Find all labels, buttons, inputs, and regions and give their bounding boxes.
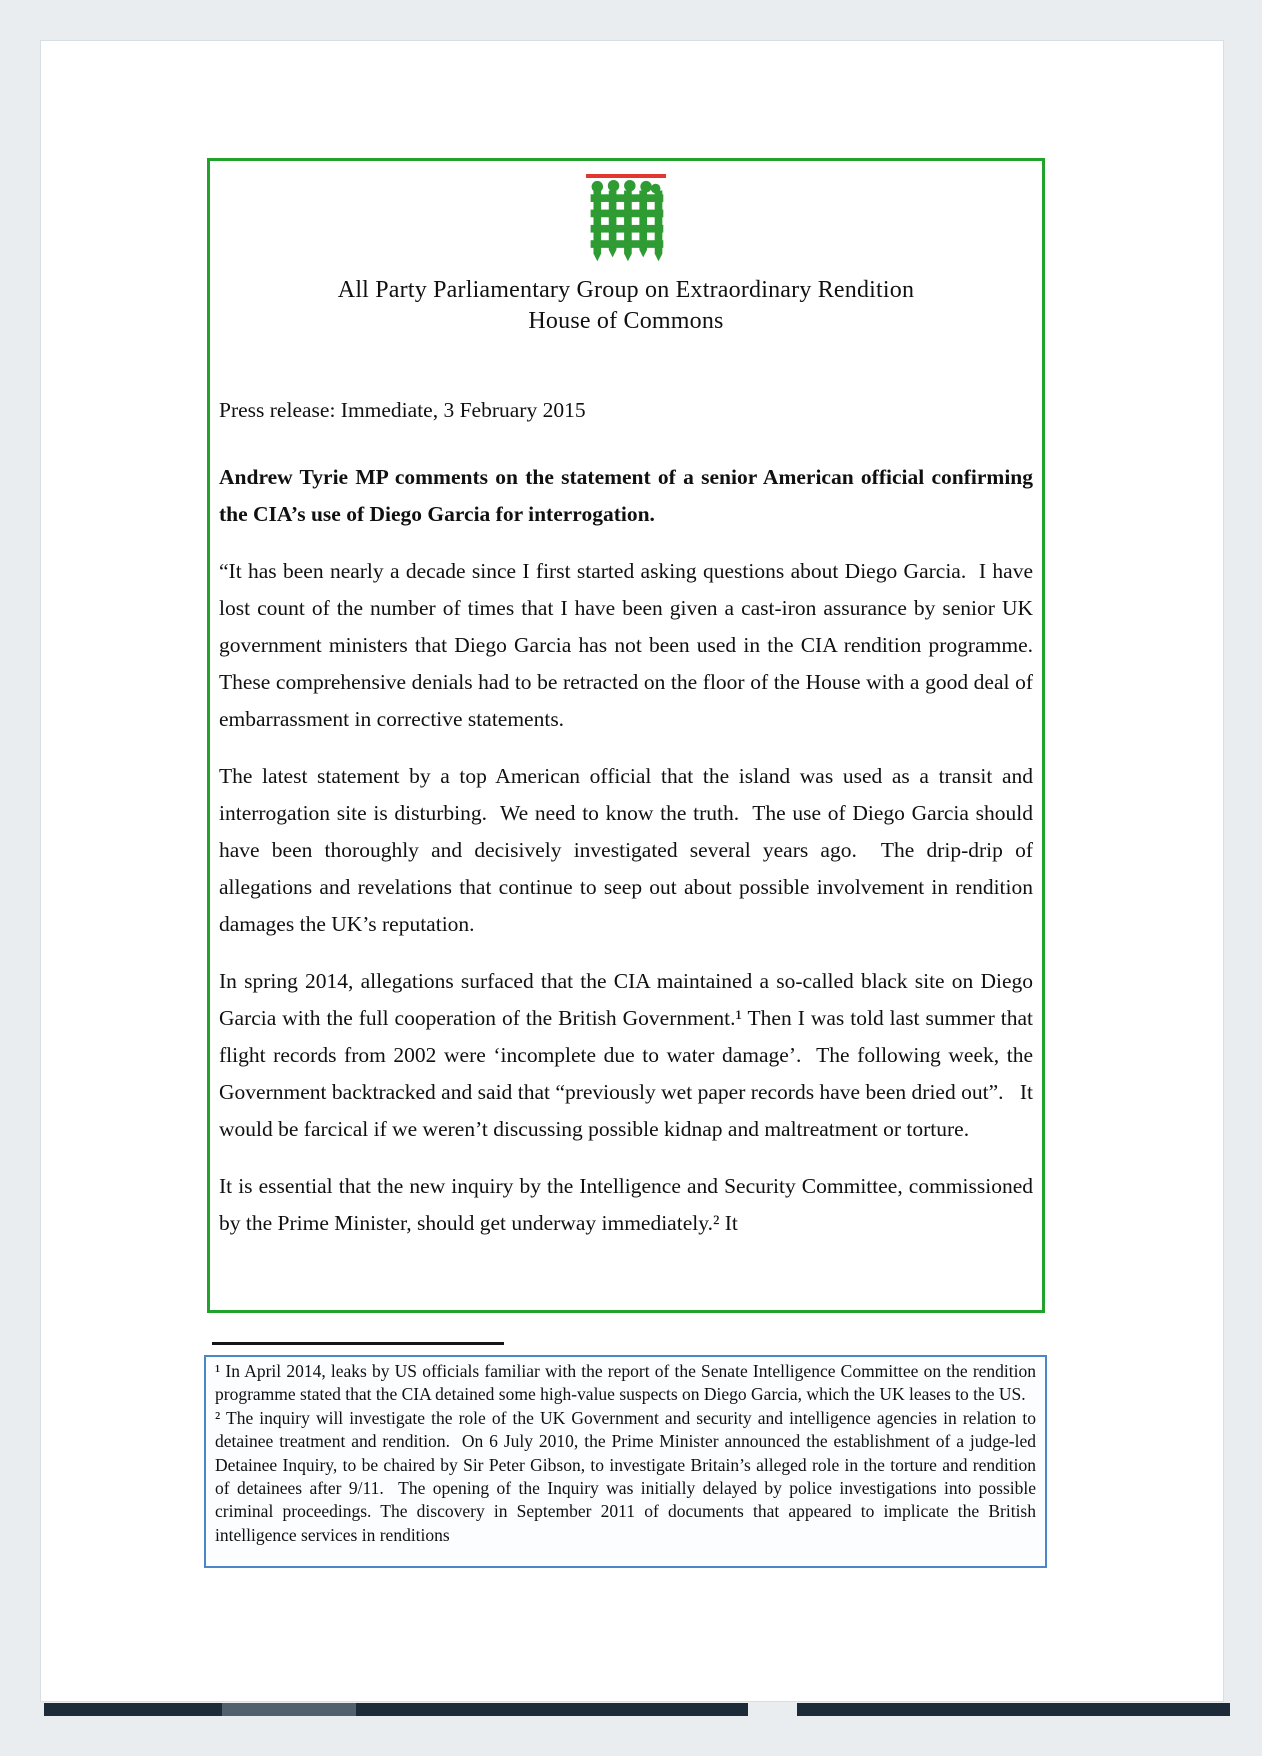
organisation-title-line2: House of Commons	[528, 308, 724, 334]
bottom-bar-highlight	[222, 1703, 356, 1716]
press-release-dateline: Press release: Immediate, 3 February 2015	[219, 398, 586, 422]
bottom-bar-right	[797, 1703, 1230, 1716]
body-paragraph: The latest statement by a top American official that the island was used as a transit and interrogation site is disturbing. We need to know the truth. The use of Diego Garcia should have been thoroughly and decisively investigated several years ago. The drip-drip of allegations and revelations that continue to seep out about possible involvement in rendition damages the UK’s reputation.	[219, 764, 1039, 936]
footnote-item: ² The inquiry will investigate the role of the UK Government and security and intelligence agencies in relation to detainee treatment and rendition. On 6 July 2010, the Prime Minister announced the establishment of a judge-led Detainee Inquiry, to be chaired by Sir Peter Gibson, to investigate Britain’s alleged role in the torture and rendition of detainees after 9/11. The opening of the Inquiry was initially delayed by police investigations into possible criminal proceedings. The discovery in September 2011 of documents that appeared to implicate the British intelligence services in renditions	[215, 1407, 1041, 1545]
logo-red-bar	[586, 174, 666, 178]
organisation-title	[219, 275, 1033, 337]
footnotes-box	[204, 1355, 1047, 1568]
bottom-bar-left	[44, 1703, 748, 1716]
body-paragraph: In spring 2014, allegations surfaced that the CIA maintained a so-called black site on Diego Garcia with the full cooperation of the British Government.¹ Then I was told last summer that flight records from 2002 were ‘incomplete due to water damage’. The following week, the Government backtracked and said that “previously wet paper records have been dried out”. It would be farcical if we weren’t discussing possible kidnap and maltreatment or torture.	[219, 969, 1039, 1141]
press-release-border-box	[207, 158, 1045, 1313]
footnote-separator	[212, 1342, 504, 1345]
document-page	[40, 40, 1224, 1702]
body-paragraph: It is essential that the new inquiry by the Intelligence and Security Committee, commissioned by the Prime Minister, should get underway immediately.² It	[219, 1174, 1039, 1235]
headline: Andrew Tyrie MP comments on the statement of a senior American official confirming the CIA’s use of Diego Garcia for interrogation.	[219, 465, 1039, 526]
body-paragraph: “It has been nearly a decade since I first started asking questions about Diego Garcia. I have lost count of the number of times that I have been given a cast-iron assurance by senior UK government ministers that Diego Garcia has not been used in the CIA rendition programme. These comprehensive denials had to be retracted on the floor of the House with a good deal of embarrassment in corrective statements.	[219, 559, 1044, 731]
logo-block	[219, 174, 1033, 267]
organisation-title-line1: All Party Parliamentary Group on Extraordinary Rendition	[337, 277, 915, 303]
portcullis-logo-icon	[587, 179, 665, 267]
footnote-item: ¹ In April 2014, leaks by US officials familiar with the report of the Senate Intelligence Committee on the rendition programme stated that the CIA detained some high-value suspects on Diego Garcia, which the UK leases to the US.	[215, 1361, 1041, 1405]
